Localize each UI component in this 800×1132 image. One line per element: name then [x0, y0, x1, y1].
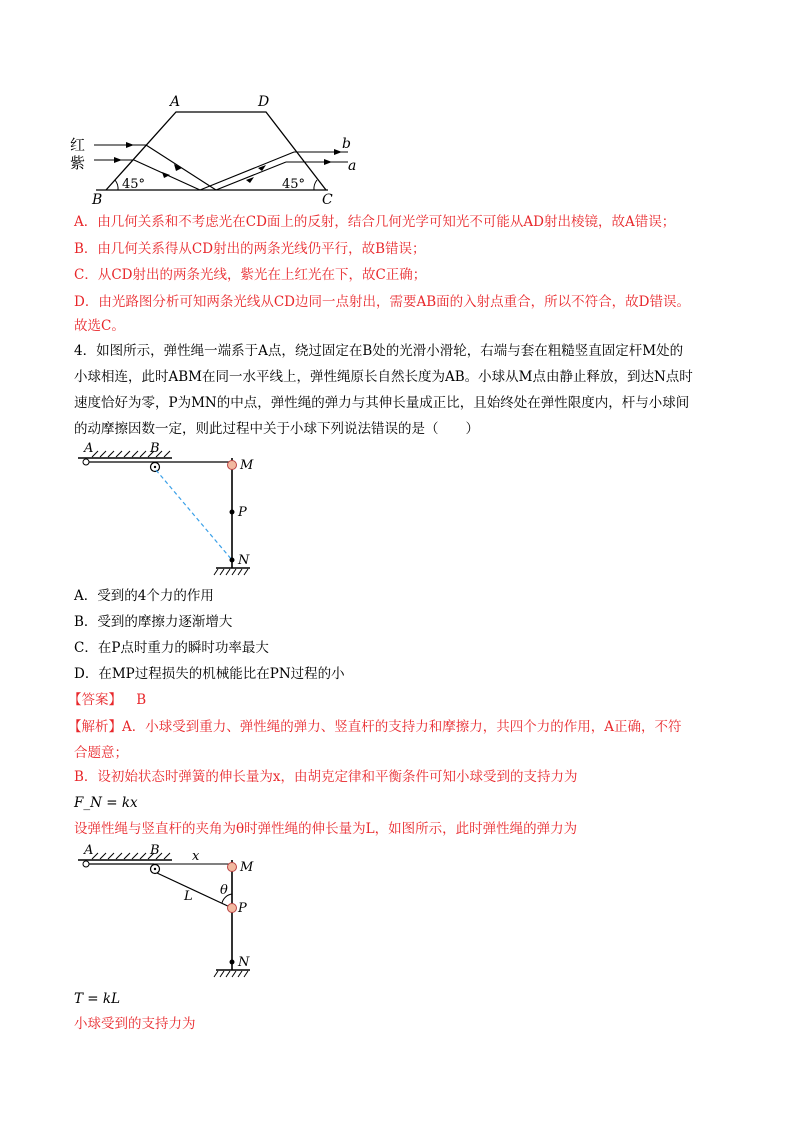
elastic-rope-angle-diagram: [74, 842, 274, 982]
answer-row: [68, 691, 146, 709]
ball-M: [228, 461, 237, 470]
q3-analysis-D: D．由光路图分析可知两条光线从CD边同一点射出，需要AB面的入射点重合，所以不符合，故D错误。: [74, 294, 690, 310]
label-x: x: [192, 849, 200, 864]
analysis-B-line3: 小球受到的支持力为: [74, 1016, 196, 1032]
label-B: B: [150, 441, 160, 456]
label-M: M: [240, 860, 254, 875]
prism-diagram: [66, 92, 366, 207]
inner-ray: [216, 162, 286, 190]
pulley-axle: [154, 466, 156, 468]
label-purple: 紫: [70, 154, 86, 172]
analysis-B-line2: 设弹性绳与竖直杆的夹角为θ时弹性绳的伸长量为L，如图所示，此时弹性绳的弹力为: [74, 821, 578, 837]
analysis-label: 【解析】: [68, 719, 122, 735]
ground-hatch: [214, 971, 248, 977]
dashed-rope: [156, 470, 232, 560]
label-N: N: [238, 553, 250, 568]
label-B: B: [92, 192, 103, 208]
label-B: B: [150, 843, 160, 858]
label-A: A: [170, 94, 181, 110]
label-a: a: [348, 158, 357, 174]
elastic-rope-diagram: [74, 440, 274, 580]
arrow-icon: [162, 172, 170, 178]
q4-option-D: D．在MP过程损失的机械能比在PN过程的小: [74, 666, 345, 682]
analysis-A-line2: 合题意；: [74, 745, 128, 761]
anchor-A: [83, 861, 89, 867]
label-M: M: [240, 458, 254, 473]
point-P: [230, 510, 235, 515]
analysis-A-line1: [68, 718, 682, 736]
angle-label-left: 45°: [122, 177, 146, 192]
answer-label: 【答案】: [68, 692, 122, 708]
analysis-A-text: A．小球受到重力、弹性绳的弹力、竖直杆的支持力和摩擦力，共四个力的作用，A正确，不符: [122, 719, 682, 735]
q4-stem-line3: 速度恰好为零，P为MN的中点，弹性绳的弹力与其伸长量成正比，且始终处在弹性限度内，杆与小球间: [74, 395, 690, 411]
q4-stem-line4: 的动摩擦因数一定，则此过程中关于小球下列说法错误的是（ ）: [74, 421, 479, 437]
label-L: L: [184, 889, 193, 904]
q4-stem-line1: 4．如图所示，弹性绳一端系于A点，绕过固定在B处的光滑小滑轮，右端与套在粗糙竖直固定杆M处的: [74, 343, 684, 359]
anchor-A: [83, 459, 89, 465]
arrow-icon: [324, 159, 332, 165]
label-C: C: [322, 192, 333, 208]
label-P: P: [238, 901, 247, 916]
q4-stem-line2: 小球相连，此时ABM在同一水平线上，弹性绳原长自然长度为AB。小球从M点由静止释放，到达N点时: [74, 369, 693, 385]
pulley-axle: [154, 868, 156, 870]
label-red: 红: [70, 136, 86, 154]
q4-option-B: B．受到的摩擦力逐渐增大: [74, 614, 233, 630]
angle-arc: [314, 180, 317, 190]
label-theta: θ: [220, 883, 228, 898]
angle-arc: [115, 180, 118, 190]
label-D: D: [258, 94, 270, 110]
formula-FN: F_N = kx: [74, 795, 138, 811]
q3-analysis-C: C．从CD射出的两条光线，紫光在上红光在下，故C正确；: [74, 267, 427, 283]
q3-conclusion: 故选C。: [74, 318, 125, 334]
label-A: A: [84, 441, 94, 456]
ball-P: [228, 904, 237, 913]
arrow-icon: [114, 157, 122, 163]
inner-ray: [200, 152, 294, 190]
ground-hatch: [214, 569, 248, 575]
label-N: N: [238, 955, 250, 970]
q4-option-A: A．受到的4个力的作用: [74, 588, 214, 604]
q3-analysis-A: A．由几何关系和不考虑光在CD面上的反射，结合几何光学可知光不可能从AD射出棱镜，故A错误；: [74, 214, 676, 230]
q3-analysis-B: B．由几何关系得从CD射出的两条光线仍平行，故B错误；: [74, 241, 426, 257]
angle-label-right: 45°: [282, 177, 306, 192]
ball-M: [228, 863, 237, 872]
answer-value: B: [136, 692, 147, 708]
analysis-B-line1: B．设初始状态时弹簧的伸长量为x，由胡克定律和平衡条件可知小球受到的支持力为: [74, 769, 578, 785]
label-A: A: [84, 843, 94, 858]
q4-option-C: C．在P点时重力的瞬时功率最大: [74, 640, 269, 656]
arrow-icon: [334, 149, 342, 155]
point-N: [230, 558, 235, 563]
point-N: [230, 960, 235, 965]
formula-T: T = kL: [74, 991, 121, 1007]
arrow-icon: [126, 142, 134, 148]
label-b: b: [342, 136, 351, 152]
label-P: P: [238, 505, 247, 520]
